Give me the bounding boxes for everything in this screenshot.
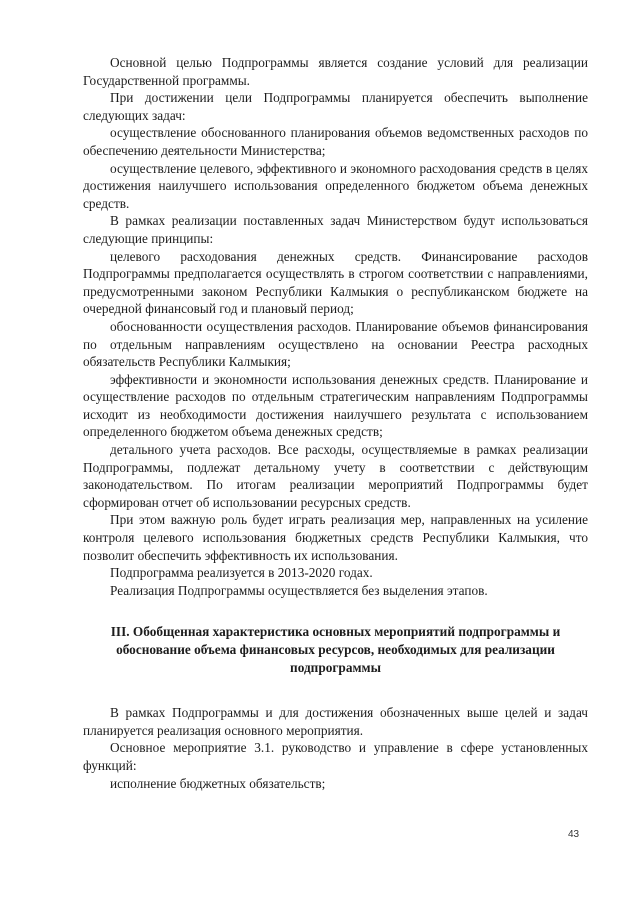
paragraph-principles-intro: В рамках реализации поставленных задач Министерством будут использоваться следующие принципы: (83, 213, 588, 246)
document-page (83, 54, 588, 792)
paragraph-tasks-intro: При достижении цели Подпрограммы планируется обеспечить выполнение следующих задач: (83, 90, 588, 123)
paragraph-stages: Реализация Подпрограммы осуществляется без выделения этапов. (110, 582, 488, 598)
paragraph-principle-efficiency: эффективности и экономности использования денежных средств. Планирование и осуществление расходов по отдельным стратегическим направлениям Подпрограммы исходит из необходимости достижения наилучшего результата с использованием определенного бюджетом объема денежных средств; (83, 371, 588, 440)
paragraph-period: Подпрограмма реализуется в 2013-2020 годах. (110, 565, 373, 581)
paragraph-control: При этом важную роль будет играть реализация мер, направленных на усиление контроля целевого использования бюджетных средств Республики Калмыкия, что позволит обеспечить эффективность их использования. (83, 512, 588, 563)
paragraph-task-planning: осуществление обоснованного планирования объемов ведомственных расходов по обеспечению деятельности Министерства; (83, 125, 588, 158)
paragraph-task-spending: осуществление целевого, эффективного и экономного расходования средств в целях достижения наилучшего использования определенного бюджетом объема денежных средств. (83, 160, 588, 211)
paragraph-activity-3-1: Основное мероприятие 3.1. руководство и управление в сфере установленных функций: (83, 740, 588, 773)
paragraph-budget-obligations: исполнение бюджетных обязательств; (110, 775, 326, 791)
section-heading: III. Обобщенная характеристика основных мероприятий подпрограммы и обоснование объема финансовых ресурсов, необходимых для реализации подпрограммы (110, 624, 561, 675)
paragraph-principle-justified: обоснованности осуществления расходов. Планирование объемов финансирования по отдельным направлениям осуществлено на основании Реестра расходных обязательств Республики Калмыкия; (83, 318, 588, 370)
paragraph-principle-accounting: детального учета расходов. Все расходы, осуществляемые в рамках реализации Подпрограммы, подлежат детальному учету в соответствии с действующим законодательством. По итогам реализации мероприятий Подпрограммы будет сформирован отчет об использовании ресурсных средств. (83, 442, 588, 510)
paragraph-principle-targeted: целевого расходования денежных средств. Финансирование расходов Подпрограммы предполагается осуществлять в строгом соответствии с направлениями, предусмотренными законом Республики Калмыкия о республиканском бюджете на очередной финансовый год и плановый период; (83, 248, 588, 317)
page-number: 43 (568, 829, 580, 840)
paragraph-main-activity: В рамках Подпрограммы и для достижения обозначенных выше целей и задач планируется реализация основного мероприятия. (83, 705, 588, 738)
paragraph-goal: Основной целью Подпрограммы является создание условий для реализации Государственной программы. (83, 55, 588, 88)
